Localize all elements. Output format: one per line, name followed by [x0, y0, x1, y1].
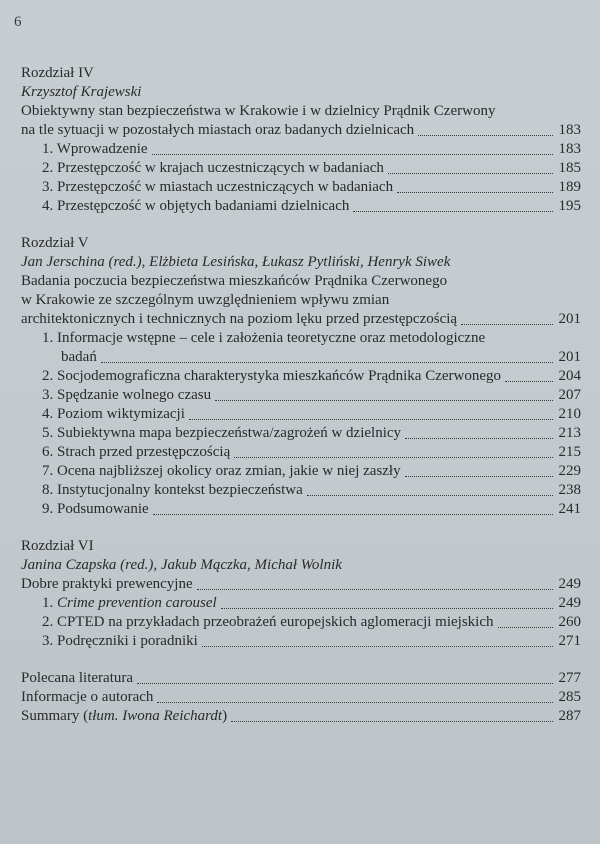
- page-ref: 210: [558, 406, 581, 422]
- leader-dots: [405, 438, 553, 439]
- page-number: 6: [14, 14, 22, 30]
- chapter-title-last: na tle sytuacji w pozostałych miastach oraz badanych dzielnicach: [21, 122, 415, 138]
- entry-label: badań: [61, 349, 97, 365]
- entry-number: 1.: [42, 595, 57, 611]
- entry-label: 4. Przestępczość w objętych badaniami dzielnicach: [42, 198, 350, 214]
- toc-entry[interactable]: [21, 140, 581, 159]
- toc-entry[interactable]: [21, 348, 581, 367]
- leader-dots: [418, 135, 553, 136]
- toc-entry[interactable]: [21, 688, 581, 707]
- chapter-5: [21, 234, 581, 519]
- entry-label: 3. Przestępczość w miastach uczestniczących w badaniach: [42, 179, 394, 195]
- entry-label: 7. Ocena najbliższej okolicy oraz zmian, jakie w niej zaszły: [42, 463, 401, 479]
- leader-dots: [137, 683, 553, 684]
- leader-dots: [189, 419, 553, 420]
- chapter-title-last: architektonicznych i technicznych na poziom lęku przed przestępczością: [21, 311, 458, 327]
- leader-dots: [231, 721, 553, 722]
- chapter-title-line: Badania poczucia bezpieczeństwa mieszkańców Prądnika Czerwonego: [21, 273, 448, 289]
- table-of-contents: [21, 64, 581, 726]
- page-ref: 229: [558, 463, 581, 479]
- entry-label-italic: Crime prevention carousel: [57, 595, 217, 611]
- leader-dots: [215, 400, 553, 401]
- page-ref: 207: [558, 387, 581, 403]
- leader-dots: [202, 646, 553, 647]
- chapter-heading: Rozdział IV: [21, 65, 94, 81]
- page-ref: 201: [558, 311, 581, 327]
- toc-entry[interactable]: [21, 121, 581, 140]
- page-ref: 287: [558, 708, 581, 724]
- entry-label-line: 1. Informacje wstępne – cele i założenia teoretyczne oraz metodologiczne: [42, 330, 486, 346]
- chapter-title-line: w Krakowie ze szczególnym uwzględnieniem wpływu zmian: [21, 292, 390, 308]
- entry-label: 8. Instytucjonalny kontekst bezpieczeństwa: [42, 482, 303, 498]
- entry-label-italic: tłum. Iwona Reichardt: [88, 708, 223, 724]
- page-ref: 215: [558, 444, 581, 460]
- chapter-authors: Jan Jerschina (red.), Elżbieta Lesińska, Łukasz Pytliński, Henryk Siwek: [21, 254, 451, 270]
- toc-entry[interactable]: [21, 197, 581, 216]
- page-ref: 277: [558, 670, 581, 686]
- leader-dots: [353, 211, 553, 212]
- leader-dots: [397, 192, 553, 193]
- entry-label-pre: Summary (: [21, 708, 89, 724]
- entry-label: 9. Podsumowanie: [42, 501, 149, 517]
- toc-entry[interactable]: [21, 405, 581, 424]
- toc-entry[interactable]: [21, 575, 581, 594]
- toc-entry[interactable]: [21, 594, 581, 613]
- chapter-heading: Rozdział VI: [21, 538, 94, 554]
- leader-dots: [197, 589, 553, 590]
- page-ref: 271: [558, 633, 581, 649]
- entry-label: 3. Podręczniki i poradniki: [42, 633, 198, 649]
- leader-dots: [498, 627, 554, 628]
- toc-entry[interactable]: [21, 424, 581, 443]
- toc-entry[interactable]: [21, 443, 581, 462]
- page-ref: 213: [558, 425, 581, 441]
- entry-label: 4. Poziom wiktymizacji: [42, 406, 185, 422]
- toc-entry[interactable]: [21, 632, 581, 651]
- toc-entry[interactable]: [21, 707, 581, 726]
- leader-dots: [152, 154, 553, 155]
- leader-dots: [221, 608, 553, 609]
- entry-label: Polecana literatura: [21, 670, 134, 686]
- leader-dots: [234, 457, 553, 458]
- page-ref: 238: [558, 482, 581, 498]
- page-ref: 260: [558, 614, 581, 630]
- entry-label-post: ): [222, 708, 228, 724]
- leader-dots: [307, 495, 553, 496]
- entry-label: [21, 707, 227, 726]
- page-ref: 204: [558, 368, 581, 384]
- entry-label: 1. Wprowadzenie: [42, 141, 148, 157]
- entry-label: 2. Socjodemograficzna charakterystyka mieszkańców Prądnika Czerwonego: [42, 368, 501, 384]
- chapter-6: [21, 537, 581, 651]
- toc-entry[interactable]: [21, 500, 581, 519]
- entry-label: 5. Subiektywna mapa bezpieczeństwa/zagrożeń w dzielnicy: [42, 425, 402, 441]
- chapter-4: [21, 64, 581, 216]
- page-ref: 185: [558, 160, 581, 176]
- toc-entry[interactable]: [21, 310, 581, 329]
- page-ref: 201: [558, 349, 581, 365]
- entry-label: 2. Przestępczość w krajach uczestniczących w badaniach: [42, 160, 384, 176]
- entry-label: 3. Spędzanie wolnego czasu: [42, 387, 212, 403]
- page-ref: 249: [558, 595, 581, 611]
- chapter-title-line: Obiektywny stan bezpieczeństwa w Krakowie i w dzielnicy Prądnik Czerwony: [21, 103, 496, 119]
- toc-entry[interactable]: [21, 481, 581, 500]
- page-ref: 241: [558, 501, 581, 517]
- leader-dots: [461, 324, 553, 325]
- page-ref: 183: [558, 122, 581, 138]
- entry-label: [42, 594, 217, 613]
- page-ref: 183: [558, 141, 581, 157]
- toc-entry[interactable]: [21, 462, 581, 481]
- leader-dots: [388, 173, 553, 174]
- chapter-title-last: Dobre praktyki prewencyjne: [21, 576, 193, 592]
- toc-entry[interactable]: [21, 159, 581, 178]
- chapter-authors: Krzysztof Krajewski: [21, 84, 142, 100]
- entry-label: Informacje o autorach: [21, 689, 154, 705]
- page-ref: 285: [558, 689, 581, 705]
- chapter-heading: Rozdział V: [21, 235, 89, 251]
- chapter-authors: Janina Czapska (red.), Jakub Mączka, Michał Wolnik: [21, 557, 342, 573]
- page-ref: 195: [558, 198, 581, 214]
- leader-dots: [101, 362, 553, 363]
- leader-dots: [157, 702, 553, 703]
- toc-entry[interactable]: [21, 367, 581, 386]
- toc-entry[interactable]: [21, 613, 581, 632]
- toc-entry[interactable]: [21, 178, 581, 197]
- toc-entry[interactable]: [21, 386, 581, 405]
- back-matter: [21, 669, 581, 726]
- page-ref: 189: [558, 179, 581, 195]
- leader-dots: [153, 514, 553, 515]
- entry-label: 6. Strach przed przestępczością: [42, 444, 231, 460]
- toc-entry[interactable]: [21, 669, 581, 688]
- leader-dots: [505, 381, 553, 382]
- leader-dots: [405, 476, 553, 477]
- entry-label: 2. CPTED na przykładach przeobrażeń europejskich aglomeracji miejskich: [42, 614, 494, 630]
- page-ref: 249: [558, 576, 581, 592]
